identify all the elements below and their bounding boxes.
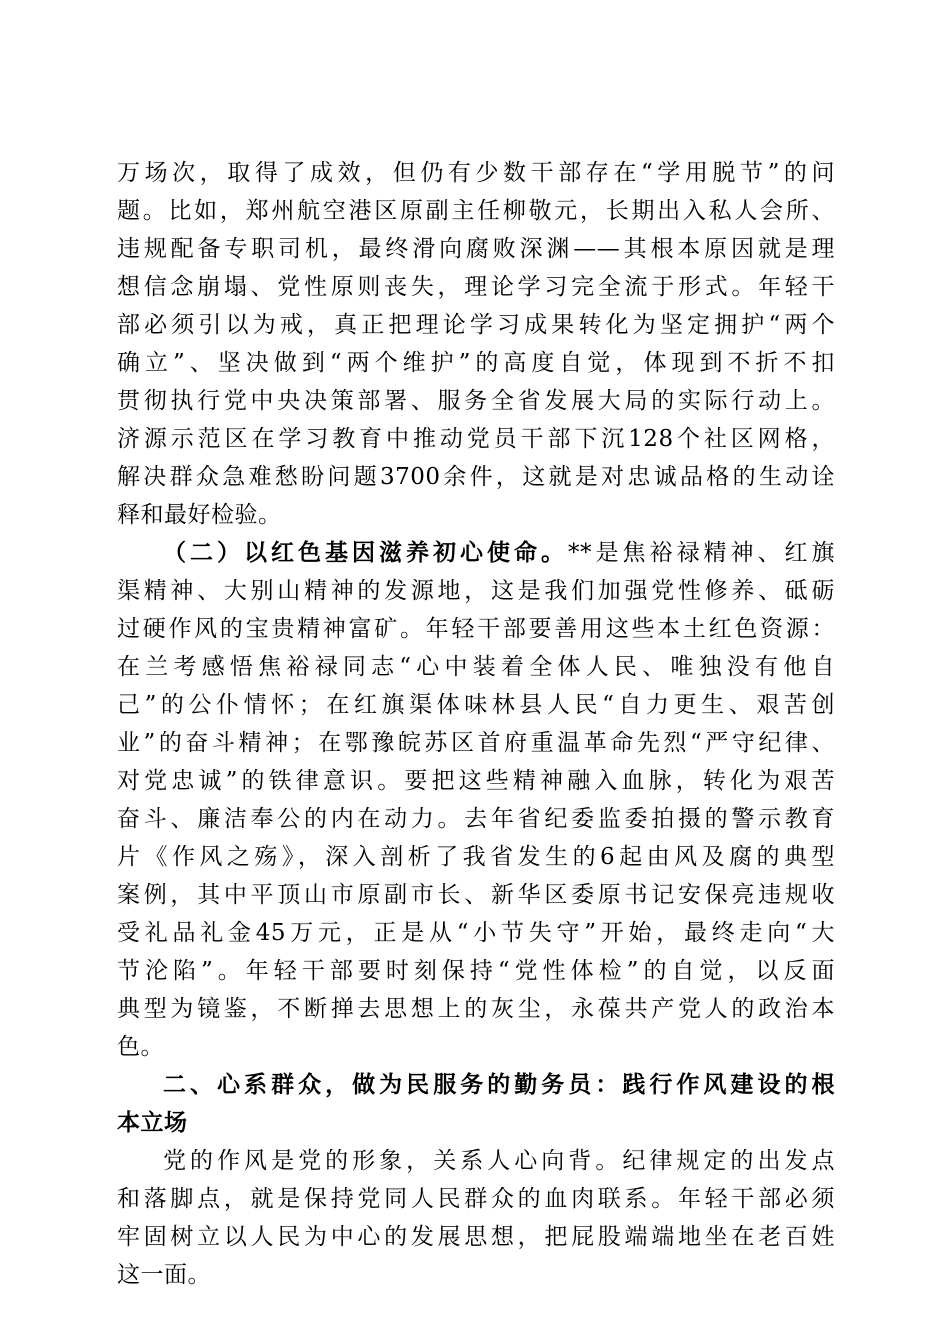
text-line: 这一面。 xyxy=(117,1262,211,1288)
text-line: 和落脚点，就是保持党同人民群众的血肉联系。年轻干部必须 xyxy=(117,1186,835,1212)
text-line: 题。比如，郑州航空港区原副主任柳敬元，长期出入私人会所、 xyxy=(117,198,835,224)
text-line: 贯彻执行党中央决策部署、服务全省发展大局的实际行动上。 xyxy=(117,388,835,414)
text-line: 万场次，取得了成效，但仍有少数干部存在“学用脱节”的问 xyxy=(117,160,835,186)
text-line: 牢固树立以人民为中心的发展思想，把屁股端端地坐在老百姓 xyxy=(117,1224,835,1250)
text-line: 党的作风是党的形象，关系人心向背。纪律规定的出发点 xyxy=(163,1148,835,1174)
text-line: 渠精神、大别山精神的发源地，这是我们加强党性修养、砥砺 xyxy=(117,578,835,604)
text-line: 片《作风之殇》，深入剖析了我省发生的6起由风及腐的典型 xyxy=(117,844,835,870)
text-line: 奋斗、廉洁奉公的内在动力。去年省纪委监委拍摄的警示教育 xyxy=(117,806,835,832)
text-line: 受礼品礼金45万元，正是从“小节失守”开始，最终走向“大 xyxy=(117,920,835,946)
text-line: 想信念崩塌、党性原则丧失，理论学习完全流于形式。年轻干 xyxy=(117,274,835,300)
text-line: 对党忠诚”的铁律意识。要把这些精神融入血脉，转化为艰苦 xyxy=(117,768,835,794)
text-line: 在兰考感悟焦裕禄同志“心中装着全体人民、唯独没有他自 xyxy=(117,654,835,680)
text-line: 业”的奋斗精神；在鄂豫皖苏区首府重温革命先烈“严守纪律、 xyxy=(117,730,835,756)
text-line: 释和最好检验。 xyxy=(117,502,282,528)
section-heading: 二、心系群众，做为民服务的勤务员：践行作风建设的根 xyxy=(163,1072,835,1098)
text-line: 确立”、坚决做到“两个维护”的高度自觉，体现到不折不扣 xyxy=(117,350,835,376)
text-line: 案例，其中平顶山市原副市长、新华区委原书记安保亮违规收 xyxy=(117,882,835,908)
text-line: 典型为镜鉴，不断掸去思想上的灰尘，永葆共产党人的政治本 xyxy=(117,996,835,1022)
text-run: **是焦裕禄精神、红旗 xyxy=(568,540,835,566)
text-line: 己”的公仆情怀；在红旗渠体味林县人民“自力更生、艰苦创 xyxy=(117,692,835,718)
text-line: 色。 xyxy=(117,1034,164,1060)
subsection-line xyxy=(117,534,835,572)
text-line: 解决群众急难愁盼问题3700余件，这就是对忠诚品格的生动诠 xyxy=(117,464,835,490)
section-heading-cont: 本立场 xyxy=(117,1110,188,1136)
body-text xyxy=(117,154,835,1294)
text-line: 节沦陷”。年轻干部要时刻保持“党性体检”的自觉，以反面 xyxy=(117,958,835,984)
text-line: 部必须引以为戒，真正把理论学习成果转化为坚定拥护“两个 xyxy=(117,312,835,338)
text-line: 过硬作风的宝贵精神富矿。年轻干部要善用这些本土红色资源： xyxy=(117,616,835,642)
subsection-heading: （二）以红色基因滋养初心使命。 xyxy=(163,539,568,566)
text-line: 济源示范区在学习教育中推动党员干部下沉128个社区网格， xyxy=(117,426,835,452)
text-line: 违规配备专职司机，最终滑向腐败深渊——其根本原因就是理 xyxy=(117,236,835,262)
